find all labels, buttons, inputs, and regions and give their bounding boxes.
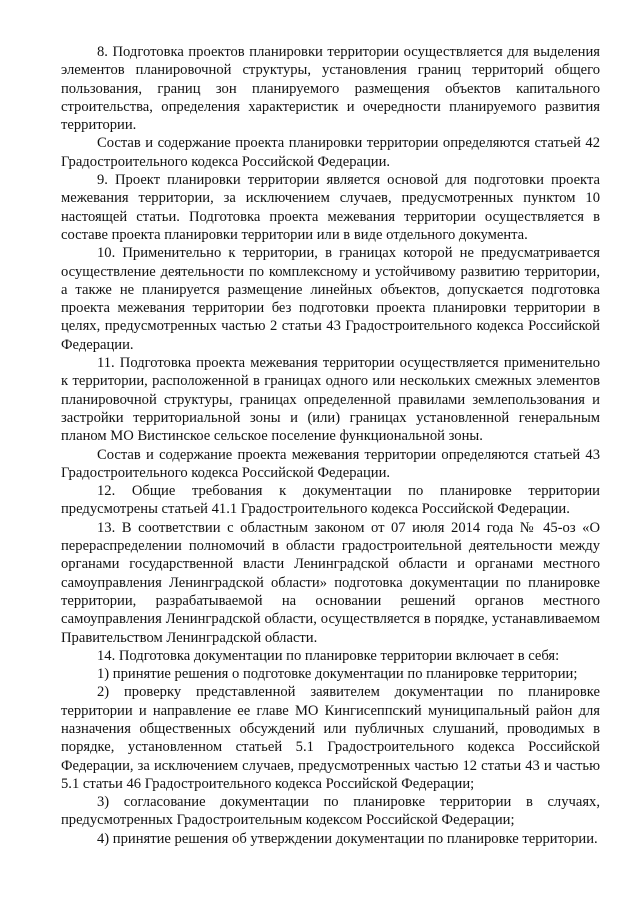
list-item-2: 2) проверку представленной заявителем документации по планировке территории и направление ее главе МО Кингисеппский муниципальный район для назначения общественных обсуждений или публичных слушаний, проводимых в порядке, установленном статьей 5.1 Градостроительного кодекса Российской Федерации, за исключением случаев, предусмотренных частью 12 статьи 43 и частью 5.1 статьи 46 Градостроительного кодекса Российской Федерации; <box>61 684 600 792</box>
paragraph-item-13: 13. В соответствии с областным законом от 07 июля 2014 года № 45-оз «О перераспределении полномочий в области градостроительной деятельности между органами государственной власти Ленинградской области и органами местного самоуправления Ленинградской области» подготовка документации по планировке территории, разрабатываемой на основании решений органов местного самоуправления Ленинградской области, осуществляется в порядке, устанавливаемом Правительством Ленинградской области. <box>61 519 600 646</box>
paragraph-item-8: 8. Подготовка проектов планировки территории осуществляется для выделения элементов планировочной структуры, установления границ территорий общего пользования, границ зон планируемого размещения объектов капитального строительства, определения характеристик и очередности планируемого развития территории. <box>61 44 600 134</box>
list-item-3: 3) согласование документации по планировке территории в случаях, предусмотренных Градостроительным кодексом Российской Федерации; <box>61 794 600 829</box>
list-item-4: 4) принятие решения об утверждении документации по планировке территории. <box>97 830 598 847</box>
paragraph-item-9: 9. Проект планировки территории является основой для подготовки проекта межевания территории, за исключением случаев, предусмотренных пунктом 10 настоящей статьи. Подготовка проекта межевания территории осуществляется в составе проекта планировки территории или в виде отдельного документа. <box>61 172 600 243</box>
paragraph-item-12: 12. Общие требования к документации по планировке территории предусмотрены статьей 41.1 Градостроительного кодекса Российской Федерации. <box>61 483 600 518</box>
list-item-1: 1) принятие решения о подготовке документации по планировке территории; <box>97 666 578 683</box>
paragraph-item-11: 11. Подготовка проекта межевания территории осуществляется применительно к территории, расположенной в границах одного или нескольких смежных элементов планировочной структуры, границах определенной правилами землепользования и застройки территориальной зоны и (или) границах установленной генеральным планом МО Вистинское сельское поселение функциональной зоны. <box>61 355 600 445</box>
paragraph-survey-content: Состав и содержание проекта межевания территории определяются статьей 43 Градостроительного кодекса Российской Федерации. <box>61 446 600 481</box>
paragraph-item-10: 10. Применительно к территории, в границах которой не предусматривается осуществление деятельности по комплексному и устойчивому развитию территории, а также не планируется размещение линейных объектов, допускается подготовка проекта межевания территории без подготовки проекта планировки территории в целях, предусмотренных частью 2 статьи 43 Градостроительного кодекса Российской Федерации. <box>61 245 600 353</box>
paragraph-plan-content: Состав и содержание проекта планировки территории определяются статьей 42 Градостроительного кодекса Российской Федерации. <box>61 135 600 170</box>
paragraph-item-14: 14. Подготовка документации по планировке территории включает в себя: <box>97 647 560 664</box>
document-body <box>61 43 600 848</box>
